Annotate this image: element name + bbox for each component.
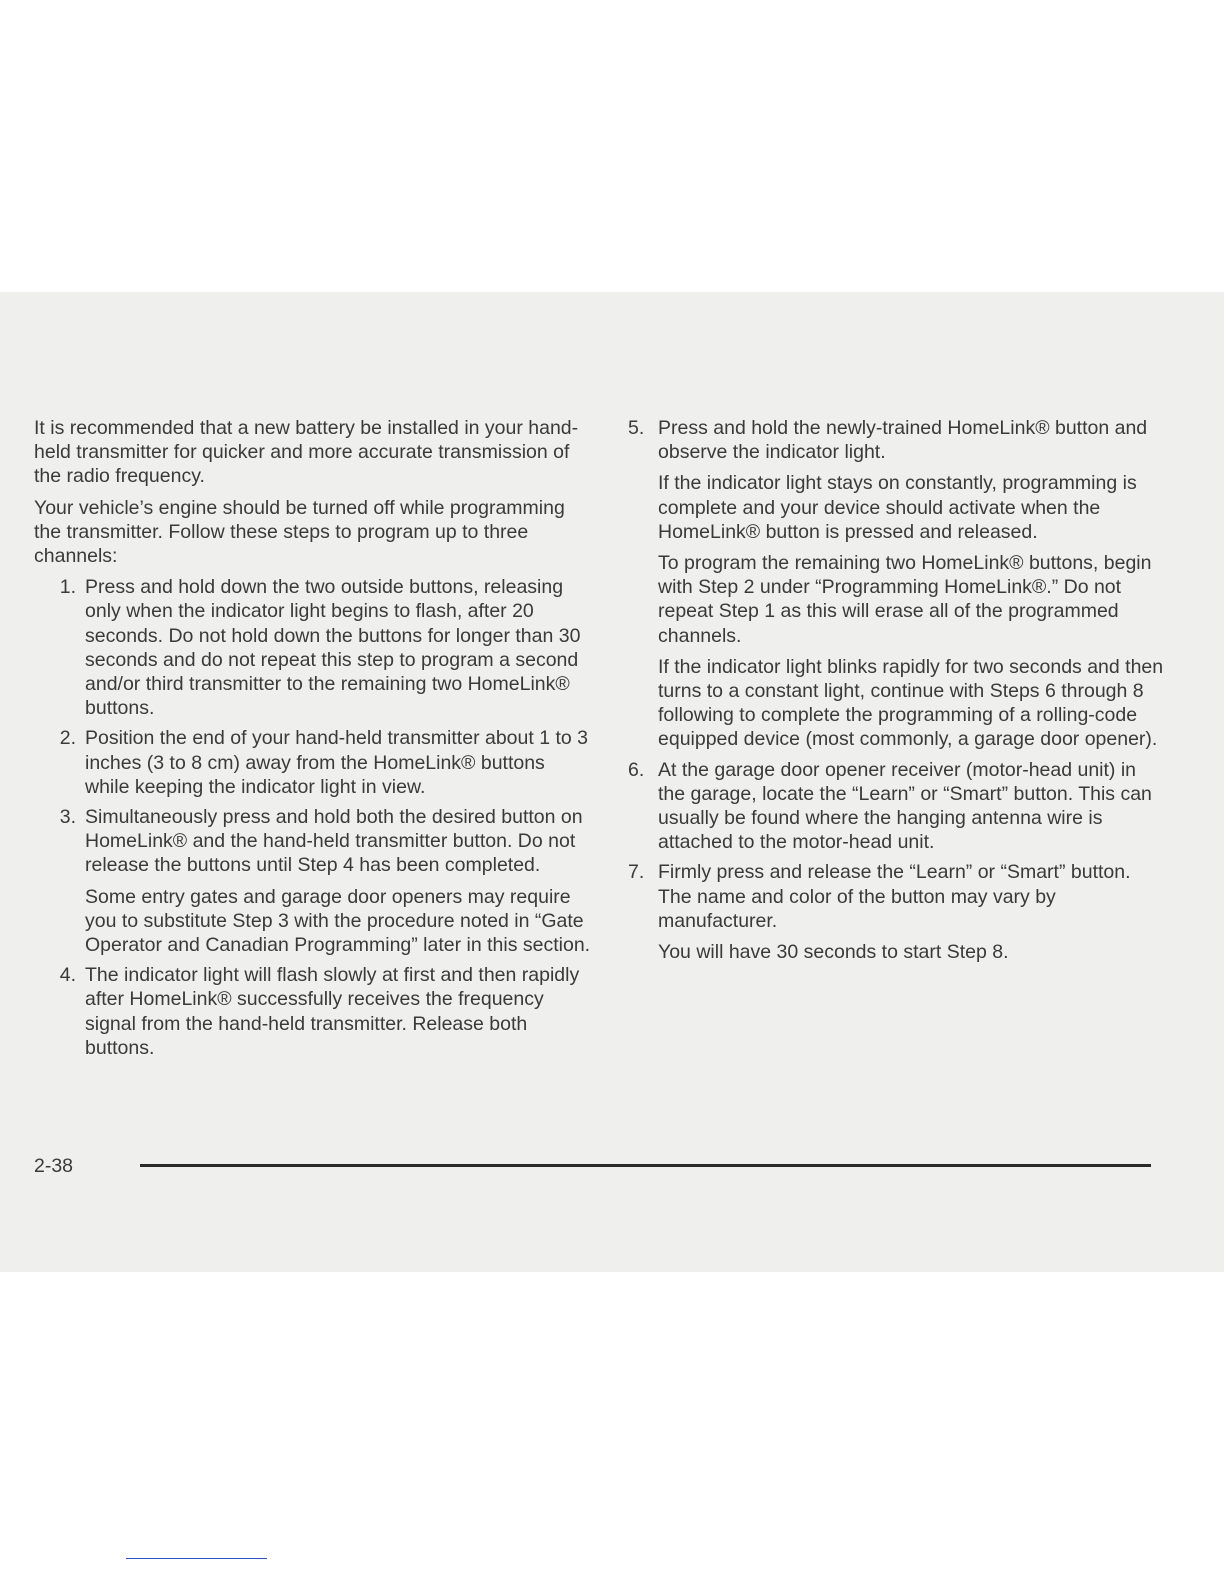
step-item	[34, 963, 594, 1060]
page-number: 2-38	[34, 1155, 74, 1177]
right-column	[628, 416, 1168, 970]
step-item	[34, 575, 594, 720]
step-text: Position the end of your hand-held transmitter about 1 to 3 inches (3 to 8 cm) away from the HomeLink® buttons while keeping the indicator light in view.	[85, 727, 588, 798]
step-text: Press and hold the newly-trained HomeLink® button and observe the indicator light.	[658, 417, 1148, 464]
step-item	[628, 416, 1168, 752]
step-number: 6.	[628, 758, 645, 781]
left-column	[34, 416, 594, 1066]
step-number: 7.	[628, 861, 645, 884]
step-text: Press and hold down the two outside buttons, releasing only when the indicator light begins to flash, after 20 seconds. Do not hold down the buttons for longer than 30 seconds and do not repeat this step to program a second and/or third transmitter to the remaining two HomeLink® buttons.	[85, 576, 581, 720]
intro-paragraph: Your vehicle’s engine should be turned off while programming the transmitter. Follow these steps to program up to three channels:	[34, 496, 565, 568]
step-item	[34, 726, 594, 799]
step-number: 4.	[59, 964, 76, 987]
step-text: If the indicator light blinks rapidly for two seconds and then turns to a constant light, continue with Steps 6 through 8 following to complete the programming of a rolling-code equipped device (most commonly, a garage door opener).	[658, 655, 1164, 751]
step-item	[628, 860, 1168, 964]
step-text: Some entry gates and garage door openers may require you to substitute Step 3 with the procedure noted in “Gate Operator and Canadian Programming” later in this section.	[85, 885, 591, 957]
step-item	[34, 805, 594, 957]
step-text: Firmly press and release the “Learn” or “Smart” button. The name and color of the button may vary by manufacturer.	[658, 861, 1131, 932]
step-number: 1.	[59, 576, 76, 599]
step-number: 3.	[59, 806, 76, 829]
step-text: If the indicator light stays on constantly, programming is complete and your device should activate when the HomeLink® button is pressed and released.	[658, 472, 1137, 543]
step-text: To program the remaining two HomeLink® buttons, begin with Step 2 under “Programming HomeLink®.” Do not repeat Step 1 as this will erase all of the programmed channels.	[658, 552, 1152, 647]
step-text: You will have 30 seconds to start Step 8.	[658, 941, 1009, 964]
intro-paragraph: It is recommended that a new battery be installed in your hand-held transmitter for quicker and more accurate transmission of the radio frequency.	[34, 417, 579, 488]
step-number: 2.	[59, 727, 76, 750]
step-number: 5.	[628, 417, 645, 439]
step-text: Simultaneously press and hold both the desired button on HomeLink® and the hand-held transmitter button. Do not release the buttons until Step 4 has been completed.	[85, 806, 583, 877]
step-text: At the garage door opener receiver (motor-head unit) in the garage, locate the “Learn” or “Smart” button. This can usually be found where the hanging antenna wire is attached to the motor-head unit.	[658, 758, 1152, 854]
step-text: The indicator light will flash slowly at first and then rapidly after HomeLink® successfully receives the frequency signal from the hand-held transmitter. Release both buttons.	[85, 964, 580, 1059]
footer-rule	[140, 1164, 1151, 1167]
link-underline	[126, 1558, 267, 1559]
step-item	[628, 758, 1168, 855]
